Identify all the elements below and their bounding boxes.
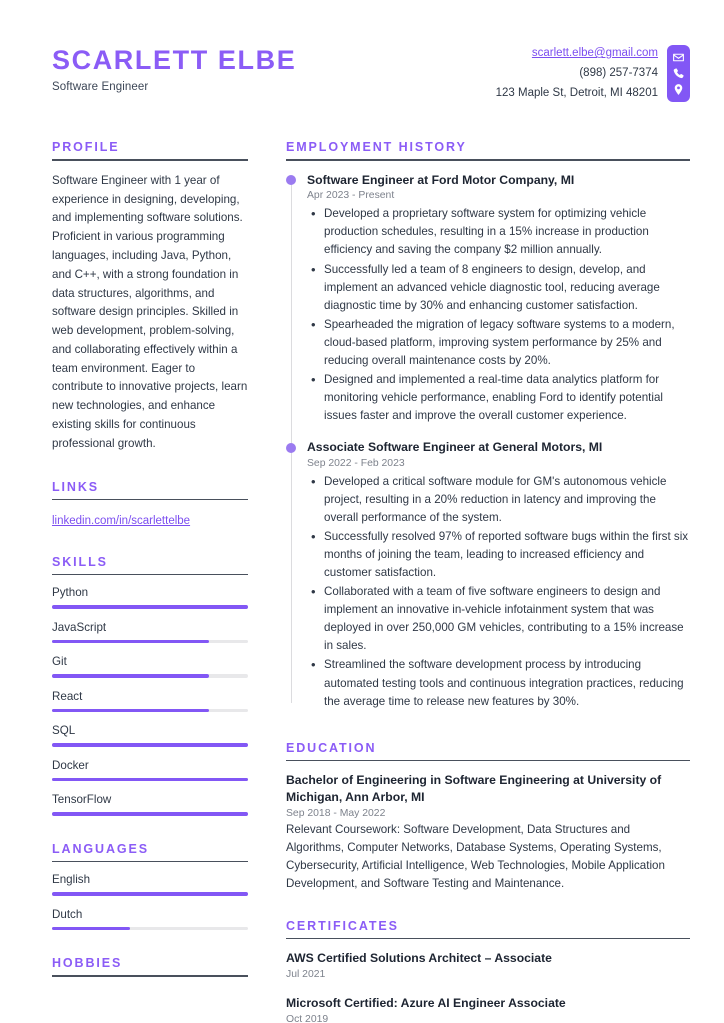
skill-bar-track: [52, 674, 248, 678]
skill-row: [52, 621, 248, 644]
envelope-icon: [672, 51, 685, 64]
skill-bar-track: [52, 605, 248, 609]
section-heading-employment: EMPLOYMENT HISTORY: [286, 140, 467, 155]
language-row: [52, 908, 248, 931]
phone-icon: [672, 67, 685, 80]
main-column: [248, 140, 690, 1023]
section-education: [286, 741, 690, 893]
section-rule: [286, 760, 690, 761]
section-heading-certificates: CERTIFICATES: [286, 919, 399, 934]
contact-address: 123 Maple St, Detroit, MI 48201: [495, 86, 658, 99]
skill-row: [52, 724, 248, 747]
language-bar-fill: [52, 892, 248, 896]
section-hobbies: [52, 956, 248, 976]
section-rule: [286, 938, 690, 939]
education-date: Sep 2018 - May 2022: [286, 807, 386, 819]
skill-bar-fill: [52, 743, 248, 747]
section-heading-hobbies: HOBBIES: [52, 956, 123, 971]
skill-label: Git: [52, 655, 67, 669]
language-bar-track: [52, 892, 248, 896]
bullet-item: • Collaborated with a team of five software engineers to design and implement an innovative in-vehicle infotainment system that was deployed in over 250,000 GM vehicles, contributing to a 15% increase in sales.: [307, 583, 690, 655]
skill-bar-fill: [52, 778, 248, 782]
section-profile: [52, 140, 248, 453]
skill-bar-fill: [52, 812, 248, 816]
skill-row: [52, 793, 248, 816]
section-rule: [52, 499, 248, 500]
skill-bar-track: [52, 709, 248, 713]
link-item-linkedin[interactable]: linkedin.com/in/scarlettelbe: [52, 514, 191, 527]
employment-bullets: [307, 473, 690, 711]
skill-bar-fill: [52, 709, 209, 713]
section-employment-history: [286, 140, 690, 710]
contact-icon-strip: [667, 45, 690, 102]
employment-date: Sep 2022 - Feb 2023: [307, 457, 405, 469]
section-heading-education: EDUCATION: [286, 740, 377, 755]
bullet-item: • Streamlined the software development process by introducing automated testing tools and continuous integration practices, reducing the average time to release new features by 30%.: [307, 656, 690, 710]
language-bar-track: [52, 927, 248, 931]
employment-entry: [307, 439, 690, 710]
skill-bar-track: [52, 743, 248, 747]
bullet-item: • Designed and implemented a real-time data analytics platform for monitoring vehicle performance, enabling Ford to identify potential issues faster and improve the overall customer experience.: [307, 371, 690, 425]
section-rule: [52, 159, 248, 160]
certificate-title: AWS Certified Solutions Architect – Associate: [286, 951, 552, 966]
skill-label: React: [52, 689, 83, 703]
skill-label: JavaScript: [52, 620, 107, 634]
skill-row: [52, 655, 248, 678]
job-title: Software Engineer: [52, 80, 149, 93]
employment-date: Apr 2023 - Present: [307, 190, 395, 202]
timeline-dot-icon: [286, 175, 296, 185]
skill-row: [52, 586, 248, 609]
bullet-item: • Developed a critical software module for GM's autonomous vehicle project, resulting in a 20% reduction in latency and improving the overall performance of the system.: [307, 473, 690, 527]
bullet-item: • Spearheaded the migration of legacy software systems to a modern, cloud-based platform, improving system performance by 25% and reducing overall maintenance costs by 20%.: [307, 316, 690, 370]
skill-bar-track: [52, 812, 248, 816]
bullet-item: • Successfully resolved 97% of reported software bugs within the first six months of joining the team, leading to increased efficiency and customer satisfaction.: [307, 528, 690, 582]
language-label: Dutch: [52, 907, 83, 921]
certificate-date: Jul 2021: [286, 969, 326, 981]
skill-bar-track: [52, 640, 248, 644]
contact-lines: [496, 45, 658, 102]
resume-body: [52, 140, 690, 1023]
section-skills: [52, 555, 248, 816]
section-links: [52, 480, 248, 529]
language-label: English: [52, 873, 91, 887]
certificate-date: Oct 2019: [286, 1014, 329, 1023]
skill-bar-track: [52, 778, 248, 782]
section-heading-skills: SKILLS: [52, 554, 108, 569]
skill-bar-fill: [52, 640, 209, 644]
bullet-item: • Successfully led a team of 8 engineers to design, develop, and implement an advanced vehicle diagnostic tool, reducing average diagnostic time by 30% and enhancing customer satisfaction.: [307, 261, 690, 315]
section-rule: [52, 975, 248, 976]
section-languages: [52, 842, 248, 930]
skill-label: Python: [52, 586, 89, 600]
location-pin-icon: [672, 83, 685, 96]
section-heading-profile: PROFILE: [52, 140, 120, 155]
education-description: Relevant Coursework: Software Development, Data Structures and Algorithms, Computer Networks, Database Systems, Operating Systems, Cybersecurity, Artificial Intelligence, Web Technologies, Mobile Application Development, and Software Testing and Maintenance.: [286, 822, 665, 890]
profile-text: Software Engineer with 1 year of experience in designing, developing, and implementing software solutions. Proficient in various programming languages, including Java, Python, and C++, with a strong foundation in data structures, algorithms, and software design principles. Skilled in web development, problem-solving, and collaborating effectively within a team environment. Eager to contribute to innovative projects, learn new technologies, and enhance existing skills for continuous professional growth.: [52, 173, 248, 450]
section-rule: [52, 861, 248, 862]
education-title: Bachelor of Engineering in Software Engineering at University of Michigan, Ann Arbor, MI: [286, 773, 662, 804]
section-rule: [286, 159, 690, 160]
skill-label: SQL: [52, 724, 76, 738]
language-bar-fill: [52, 927, 130, 931]
certificate-entry: [286, 995, 690, 1023]
timeline-dot-icon: [286, 443, 296, 453]
employment-timeline: [286, 172, 690, 711]
employment-bullets: [307, 205, 690, 425]
contact-block: [496, 42, 690, 102]
employment-title: Software Engineer at Ford Motor Company, MI: [307, 172, 575, 187]
employment-title: Associate Software Engineer at General Motors, MI: [307, 440, 603, 455]
identity-block: [52, 42, 296, 93]
skill-label: TensorFlow: [52, 793, 112, 807]
bullet-item: • Developed a proprietary software system for optimizing vehicle production schedules, resulting in a 15% increase in production efficiency and saving the company $2 million annually.: [307, 205, 690, 259]
certificate-entry: [286, 950, 690, 980]
section-rule: [52, 574, 248, 575]
skill-bar-fill: [52, 605, 248, 609]
page-title: SCARLETT ELBE: [52, 45, 297, 75]
education-entry: [286, 772, 690, 893]
certificate-title: Microsoft Certified: Azure AI Engineer Associate: [286, 996, 566, 1011]
language-row: [52, 873, 248, 896]
skill-row: [52, 690, 248, 713]
skill-row: [52, 759, 248, 782]
contact-phone: (898) 257-7374: [579, 66, 658, 79]
contact-email[interactable]: scarlett.elbe@gmail.com: [531, 47, 658, 59]
section-heading-links: LINKS: [52, 479, 99, 494]
employment-entry: [307, 172, 690, 425]
section-heading-languages: LANGUAGES: [52, 841, 149, 856]
section-certificates: [286, 919, 690, 1023]
skill-bar-fill: [52, 674, 209, 678]
resume-header: [52, 42, 690, 102]
skill-label: Docker: [52, 758, 89, 772]
sidebar-column: [52, 140, 248, 1002]
